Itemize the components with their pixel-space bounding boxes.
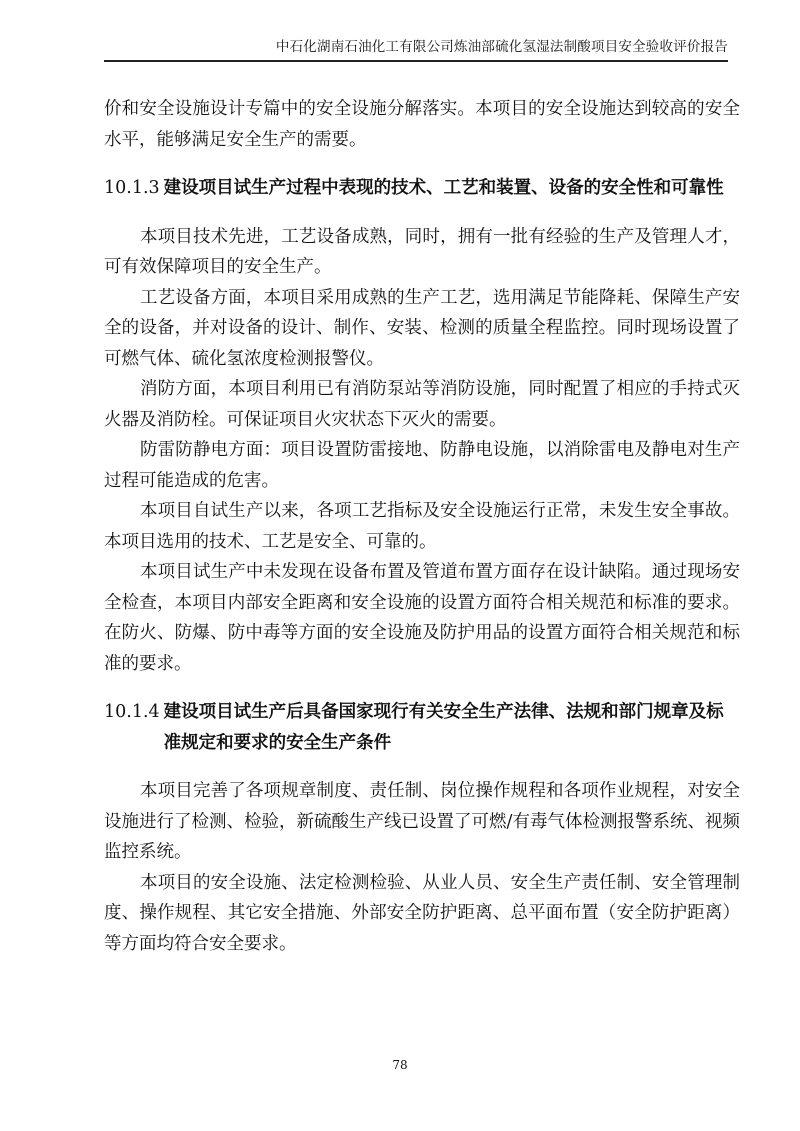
section-heading-10-1-3 [104, 173, 740, 204]
paragraph: 本项目的安全设施、法定检测检验、从业人员、安全生产责任制、安全管理制度、操作规程、其它安全措施、外部安全防护距离、总平面布置（安全防护距离）等方面均符合安全要求。 [104, 872, 740, 954]
paragraph: 本项目完善了各项规章制度、责任制、岗位操作规程和各项作业规程，对安全设施进行了检测、检验，新硫酸生产线已设置了可燃/有毒气体检测报警系统、视频监控系统。 [104, 781, 740, 862]
section-number: 10.1.4 [104, 702, 160, 722]
section-number: 10.1.3 [104, 178, 160, 198]
section-title: 建设项目试生产后具备国家现行有关安全生产法律、法规和部门规章及标准规定和要求的安全生产条件 [163, 702, 724, 753]
intro-paragraph: 价和安全设施设计专篇中的安全设施分解落实。本项目的安全设施达到较高的安全水平，能够满足安全生产的需要。 [104, 99, 740, 150]
paragraph: 消防方面，本项目利用已有消防泵站等消防设施，同时配置了相应的手持式灭火器及消防栓。可保证项目火灾状态下灭火的需要。 [104, 379, 740, 430]
paragraph: 防雷防静电方面：项目设置防雷接地、防静电设施，以消除雷电及静电对生产过程可能造成的危害。 [104, 440, 740, 491]
page-number: 78 [392, 1058, 408, 1072]
document-body [104, 94, 740, 959]
paragraph: 本项目技术先进，工艺设备成熟，同时，拥有一批有经验的生产及管理人才，可有效保障项目的安全生产。 [104, 226, 740, 277]
section-title: 建设项目试生产过程中表现的技术、工艺和装置、设备的安全性和可靠性 [163, 178, 724, 198]
report-title: 中石化湖南石油化工有限公司炼油部硫化氢湿法制酸项目安全验收评价报告 [275, 39, 728, 55]
section-heading-10-1-4 [104, 697, 740, 758]
paragraph: 工艺设备方面，本项目采用成熟的生产工艺，选用满足节能降耗、保障生产安全的设备，并对设备的设计、制作、安装、检测的质量全程监控。同时现场设置了可燃气体、硫化氢浓度检测报警仪。 [104, 287, 740, 369]
page-header [104, 32, 728, 62]
paragraph: 本项目试生产中未发现在设备布置及管道布置方面存在设计缺陷。通过现场安全检查，本项目内部安全距离和安全设施的设置方面符合相关规范和标准的要求。在防火、防爆、防中毒等方面的安全设施及防护用品的设置方面符合相关规范和标准的要求。 [104, 562, 740, 674]
paragraph: 本项目自试生产以来，各项工艺指标及安全设施运行正常，未发生安全事故。本项目选用的技术、工艺是安全、可靠的。 [104, 501, 740, 552]
